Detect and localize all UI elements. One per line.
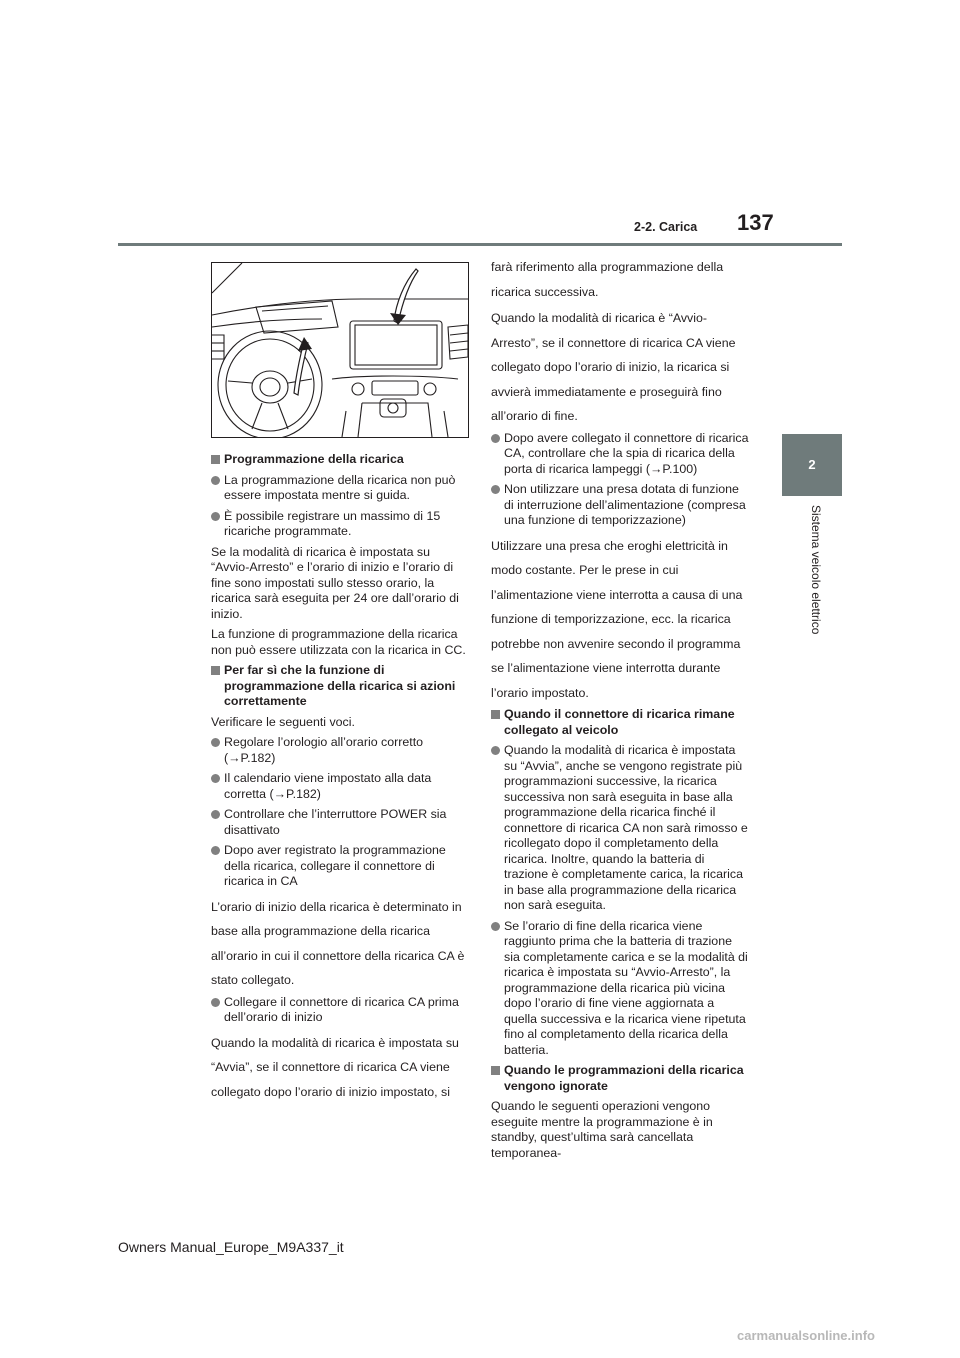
round-bullet-icon: [211, 738, 220, 747]
section-heading: [211, 663, 469, 710]
section-heading: [211, 452, 469, 468]
item-text: Se l’orario di fine della ricarica viene raggiunto prima che la batteria di trazione sia completamente carica e se la modalità di ricarica è impostata su “Avvio-Arresto”, la programmazione della ricarica più vicina dopo l’orario di fine viene aggiornata a quella successiva e la ricarica viene ripetuta fino al completamento della ricarica della batteria.: [504, 918, 748, 1057]
manual-id: Owners Manual_Europe_M9A337_it: [118, 1239, 344, 1255]
paragraph: Verificare le seguenti voci.: [211, 714, 355, 729]
bullet-item: [211, 735, 469, 766]
bullet-item: [211, 807, 469, 838]
paragraph: L’orario di inizio della ricarica è determinato in base alla programmazione della ricarica all’orario in cui il connettore della ricarica CA è stato collegato.: [211, 899, 465, 987]
bullet-item: [491, 743, 750, 914]
paragraph: Utilizzare una presa che eroghi elettricità in modo costante. Per le prese in cui l’alimentazione viene interrotta a causa di una funzione di temporizzazione, ecc. la ricarica potrebbe non avvenire secondo il programma se l’alimentazione viene interrotta durante l’orario impostato.: [491, 538, 743, 700]
item-text: Non utilizzare una presa dotata di funzione di interruzione dell’alimentazione (compresa una funzione di temporizzazione): [504, 482, 746, 527]
round-bullet-icon: [211, 476, 220, 485]
bullet-item: [211, 771, 469, 802]
item-text: Quando la modalità di ricarica è impostata su “Avvia”, anche se vengono registrate più programmazioni successive, la ricarica successiva non sarà eseguita in base alla programmazione della ricarica finché il connettore di ricarica CA non sarà rimosso e ricollegato dopo il completamento della ricarica. Inoltre, quando la batteria di trazione è completamente carica, la ricarica in base alla programmazione della ricarica non sarà eseguita.: [504, 743, 748, 912]
dashboard-drawing: [212, 263, 468, 437]
square-bullet-icon: [211, 455, 220, 464]
round-bullet-icon: [491, 434, 500, 443]
chapter-label: Sistema veicolo elettrico: [809, 505, 823, 635]
item-text: Dopo avere collegato il connettore di ricarica CA, controllare che la spia di ricarica della porta di ricarica lampeggi (→P.100): [504, 430, 749, 476]
header-rule: [118, 243, 842, 246]
round-bullet-icon: [211, 998, 220, 1007]
item-text: Il calendario viene impostato alla data corretta (→P.182): [224, 771, 432, 801]
round-bullet-icon: [491, 746, 500, 755]
item-text: Regolare l’orologio all’orario corretto (→P.182): [224, 735, 424, 765]
bullet-item: [491, 482, 750, 529]
item-text: È possibile registrare un massimo di 15 ricariche programmate.: [224, 508, 441, 538]
bullet-item: [211, 843, 469, 890]
section-heading: [491, 707, 750, 738]
round-bullet-icon: [211, 774, 220, 783]
paragraph: La funzione di programmazione della ricarica non può essere utilizzata con la ricarica in CC.: [211, 627, 466, 657]
round-bullet-icon: [211, 846, 220, 855]
section-heading: [491, 1063, 750, 1094]
item-text: Per far sì che la funzione di programmazione della ricarica si azioni correttamente: [224, 663, 456, 708]
round-bullet-icon: [491, 922, 500, 931]
paragraph: farà riferimento alla programmazione della ricarica successiva.: [491, 260, 724, 299]
item-text: Collegare il connettore di ricarica CA prima dell’orario di inizio: [224, 994, 459, 1024]
dashboard-illustration: [211, 262, 469, 438]
right-column: [491, 255, 750, 1166]
bullet-item: [491, 431, 750, 478]
square-bullet-icon: [491, 710, 500, 719]
paragraph: Quando la modalità di ricarica è “Avvio-Arresto”, se il connettore di ricarica CA viene collegato dopo l’orario di inizio, la ricarica si avvierà immediatamente e proseguirà fino all’orario di fine.: [491, 311, 736, 423]
round-bullet-icon: [491, 485, 500, 494]
bullet-item: [491, 919, 750, 1059]
chapter-tab[interactable]: 2: [782, 434, 842, 496]
paragraph: Quando la modalità di ricarica è impostata su “Avvia”, se il connettore di ricarica CA viene collegato dopo l’orario di inizio impostato, si: [211, 1035, 459, 1099]
item-text: Dopo aver registrato la programmazione della ricarica, collegare il connettore di ricarica in CA: [224, 843, 446, 888]
bullet-item: [211, 995, 469, 1026]
square-bullet-icon: [211, 666, 220, 675]
item-text: La programmazione della ricarica non può essere impostata mentre si guida.: [224, 472, 456, 502]
left-column: [211, 452, 469, 1106]
bullet-item: [211, 473, 469, 504]
item-text: Quando il connettore di ricarica rimane collegato al veicolo: [504, 707, 735, 737]
round-bullet-icon: [211, 810, 220, 819]
section-title: 2-2. Carica: [634, 220, 698, 234]
watermark: carmanualsonline.info: [737, 1328, 875, 1343]
page-number: 137: [737, 210, 774, 235]
square-bullet-icon: [491, 1066, 500, 1075]
round-bullet-icon: [211, 512, 220, 521]
paragraph: Se la modalità di ricarica è impostata su “Avvio-Arresto” e l’orario di inizio e l’orario di fine sono impostati sullo stesso orario, la ricarica sarà eseguita per 24 ore dall’orario di inizio.: [211, 544, 459, 621]
item-text: Quando le programmazioni della ricarica vengono ignorate: [504, 1063, 744, 1093]
paragraph: Quando le seguenti operazioni vengono eseguite mentre la programmazione è in standby, quest’ultima sarà cancellata temporanea-: [491, 1099, 713, 1160]
bullet-item: [211, 509, 469, 540]
item-text: Programmazione della ricarica: [224, 452, 404, 466]
item-text: Controllare che l’interruttore POWER sia disattivato: [224, 807, 447, 837]
